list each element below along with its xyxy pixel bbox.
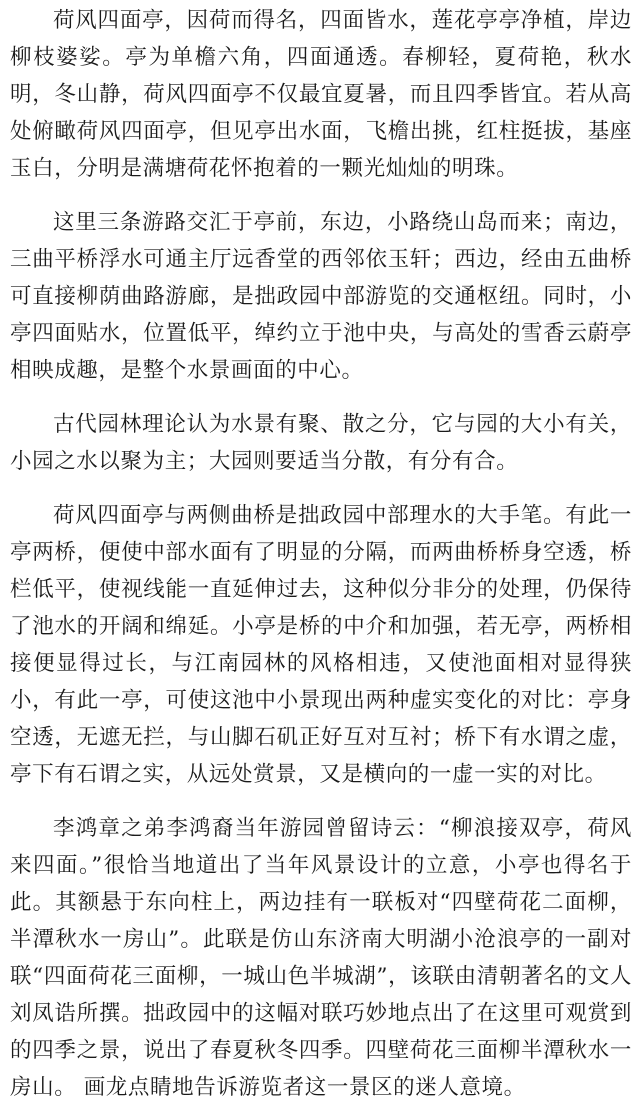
- paragraph: 李鸿章之弟李鸿裔当年游园曾留诗云：“柳浪接双亭，荷风来四面。”很恰当地道出了当年风景设计的立意，小亭也得名于此。其额悬于东向柱上，两边挂有一联板对“四壁荷花二面柳，半潭秋水一房山”。此联是仿山东济南大明湖小沧浪亭的一副对联“四面荷花三面柳，一城山色半城湖”，该联由清朝著名的文人刘凤诰所撰。拙政园中的这幅对联巧妙地点出了在这里可观赏到的四季之景，说出了春夏秋冬四季。四壁荷花三面柳半潭秋水一房山。 画龙点睛地告诉游览者这一景区的迷人意境。: [10, 816, 632, 1100]
- paragraph: 荷风四面亭，因荷而得名，四面皆水，莲花亭亭净植，岸边柳枝婆娑。亭为单檐六角，四面通透。春柳轻，夏荷艳，秋水明，冬山静，荷风四面亭不仅最宜夏暑，而且四季皆宜。若从高处俯瞰荷风四面亭，但见亭出水面，飞檐出挑，红柱挺拔，基座玉白，分明是满塘荷花怀抱着的一颗光灿灿的明珠。: [10, 8, 632, 181]
- paragraph: 这里三条游路交汇于亭前，东边，小路绕山岛而来；南边，三曲平桥浮水可通主厅远香堂的西邻依玉轩；西边，经由五曲桥可直接柳荫曲路游廊，是拙政园中部游览的交通枢纽。同时，小亭四面贴水，位置低平，绰约立于池中央，与高处的雪香云蔚亭相映成趣，是整个水景画面的中心。: [10, 210, 632, 383]
- paragraph: 古代园林理论认为水景有聚、散之分，它与园的大小有关，小园之水以聚为主；大园则要适当分散，有分有合。: [10, 412, 632, 474]
- paragraph: 荷风四面亭与两侧曲桥是拙政园中部理水的大手笔。有此一亭两桥，便使中部水面有了明显的分隔，而两曲桥桥身空透，桥栏低平，使视线能一直延伸过去，这种似分非分的处理，仍保待了池水的开阔和绵延。小亭是桥的中介和加强，若无亭，两桥相接便显得过长，与江南园林的风格相违，又使池面相对显得狭小，有此一亭，可使这池中小景现出两种虚实变化的对比：亭身空透，无遮无拦，与山脚石矶正好互对互衬；桥下有水谓之虚，亭下有石谓之实，从远处赏景，又是横向的一虚一实的对比。: [10, 503, 632, 787]
